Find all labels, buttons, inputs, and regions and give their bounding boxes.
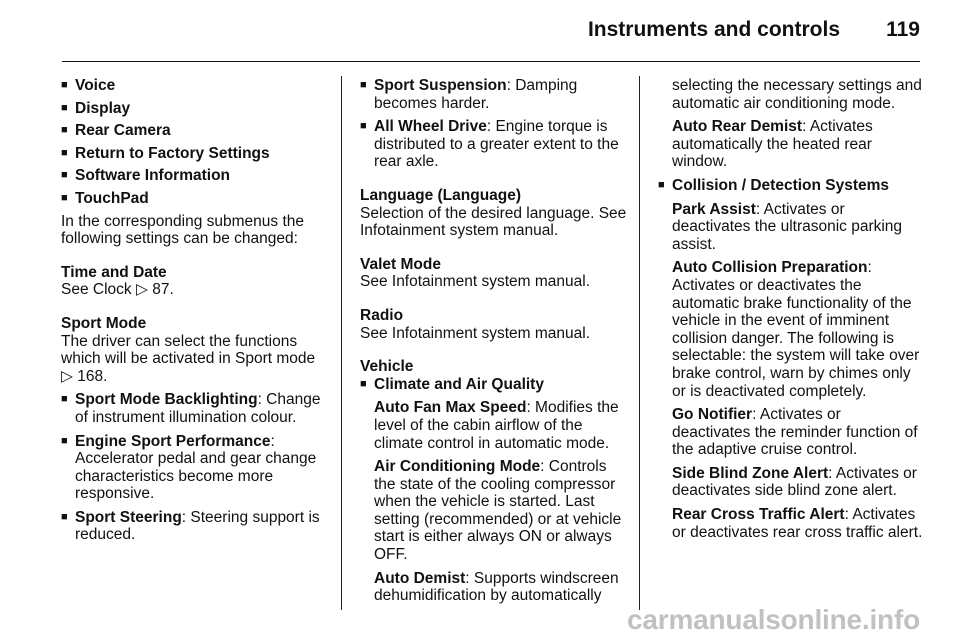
collision-heading: ■ Collision / Detection Systems xyxy=(658,177,923,195)
time-date-heading: Time and Date xyxy=(61,263,167,281)
page-reference-link[interactable]: 168. xyxy=(77,367,108,385)
column-3 xyxy=(658,77,923,547)
climate-items xyxy=(360,399,630,605)
watermark: carmanualsonline.info xyxy=(627,604,920,635)
language-heading: Language (Language) xyxy=(360,186,522,204)
climate-heading: ■ Climate and Air Quality xyxy=(360,376,630,394)
radio-heading: Radio xyxy=(360,306,404,324)
list-item: Auto Rear Demist: Activates automatically the heated rear window. xyxy=(672,118,873,171)
time-date-text: See Clock ▷ 87. xyxy=(61,281,174,299)
list-item: Auto Fan Max Speed: Modifies the level of the cabin airflow of the climate control in automatic mode. xyxy=(374,399,619,452)
list-item: ■ Software Information xyxy=(61,167,331,185)
list-item: Side Blind Zone Alert: Activates or deactivates side blind zone alert. xyxy=(672,464,917,500)
list-item: Auto Collision Preparation: Activates or deactivates the automatic brake functionality of the vehicle in the event of imminent collision danger. The following is selectable: the system will take over brake control, warn by chimes only or is deactivated completely. xyxy=(672,259,920,400)
list-item: Air Conditioning Mode: Controls the state of the cooling compressor when the vehicle is started. Last setting (recommended) or at vehicle start is either always ON or always OFF. xyxy=(374,458,622,564)
page-reference-link[interactable]: 87. xyxy=(152,281,174,299)
reference-arrow-icon: ▷ xyxy=(61,367,73,385)
list-item: ■ Sport Steering: Steering support is reduced. xyxy=(61,509,331,544)
reference-arrow-icon: ▷ xyxy=(135,281,148,299)
list-item: ■ Engine Sport Performance: Accelerator pedal and gear change characteristics become more responsive. xyxy=(61,433,331,503)
column-divider-2 xyxy=(639,76,640,610)
header-divider xyxy=(62,61,920,62)
column-2 xyxy=(360,77,630,611)
list-item: ■ Display xyxy=(61,100,331,118)
list-item: ■ Sport Suspension: Damping becomes harder. xyxy=(360,77,630,112)
valet-text: See Infotainment system manual. xyxy=(360,273,591,291)
sport-mode-heading: Sport Mode xyxy=(61,314,147,332)
valet-heading: Valet Mode xyxy=(360,255,441,273)
continued-text: selecting the necessary settings and automatic air conditioning mode. xyxy=(672,77,922,112)
list-item: Park Assist: Activates or deactivates the ultrasonic parking assist. xyxy=(672,200,903,253)
list-item: Rear Cross Traffic Alert: Activates or deactivates rear cross traffic alert. xyxy=(672,506,923,541)
column-divider-1 xyxy=(341,76,342,610)
list-item: ■ All Wheel Drive: Engine torque is distributed to a greater extent to the rear axle. xyxy=(360,118,630,171)
column-1 xyxy=(61,77,331,550)
list-item: ■ Return to Factory Settings xyxy=(61,145,331,163)
radio-text: See Infotainment system manual. xyxy=(360,324,591,342)
list-item: ■ Voice xyxy=(61,77,331,95)
list-item: ■ Sport Mode Backlighting: Change of instrument illumination colour. xyxy=(61,391,331,426)
continued-items xyxy=(658,77,923,171)
vehicle-heading: Vehicle xyxy=(360,358,414,376)
list-item: ■ Rear Camera xyxy=(61,122,331,140)
submenu-intro: In the corresponding submenus the following settings can be changed: xyxy=(61,212,304,248)
page-header xyxy=(0,0,960,60)
list-item: Go Notifier: Activates or deactivates the reminder function of the adaptive cruise control. xyxy=(672,406,918,459)
sport-mode-text: The driver can select the functions which will be activated in Sport mode ▷ 168. xyxy=(61,332,316,385)
language-text: Selection of the desired language. See Infotainment system manual. xyxy=(360,204,627,240)
list-item: ■ TouchPad xyxy=(61,190,331,208)
section-title: Instruments and controls xyxy=(587,18,840,41)
page-number: 119 xyxy=(886,18,920,41)
list-item: Auto Demist: Supports windscreen dehumidification by automatically xyxy=(374,569,619,605)
collision-items xyxy=(658,201,923,542)
